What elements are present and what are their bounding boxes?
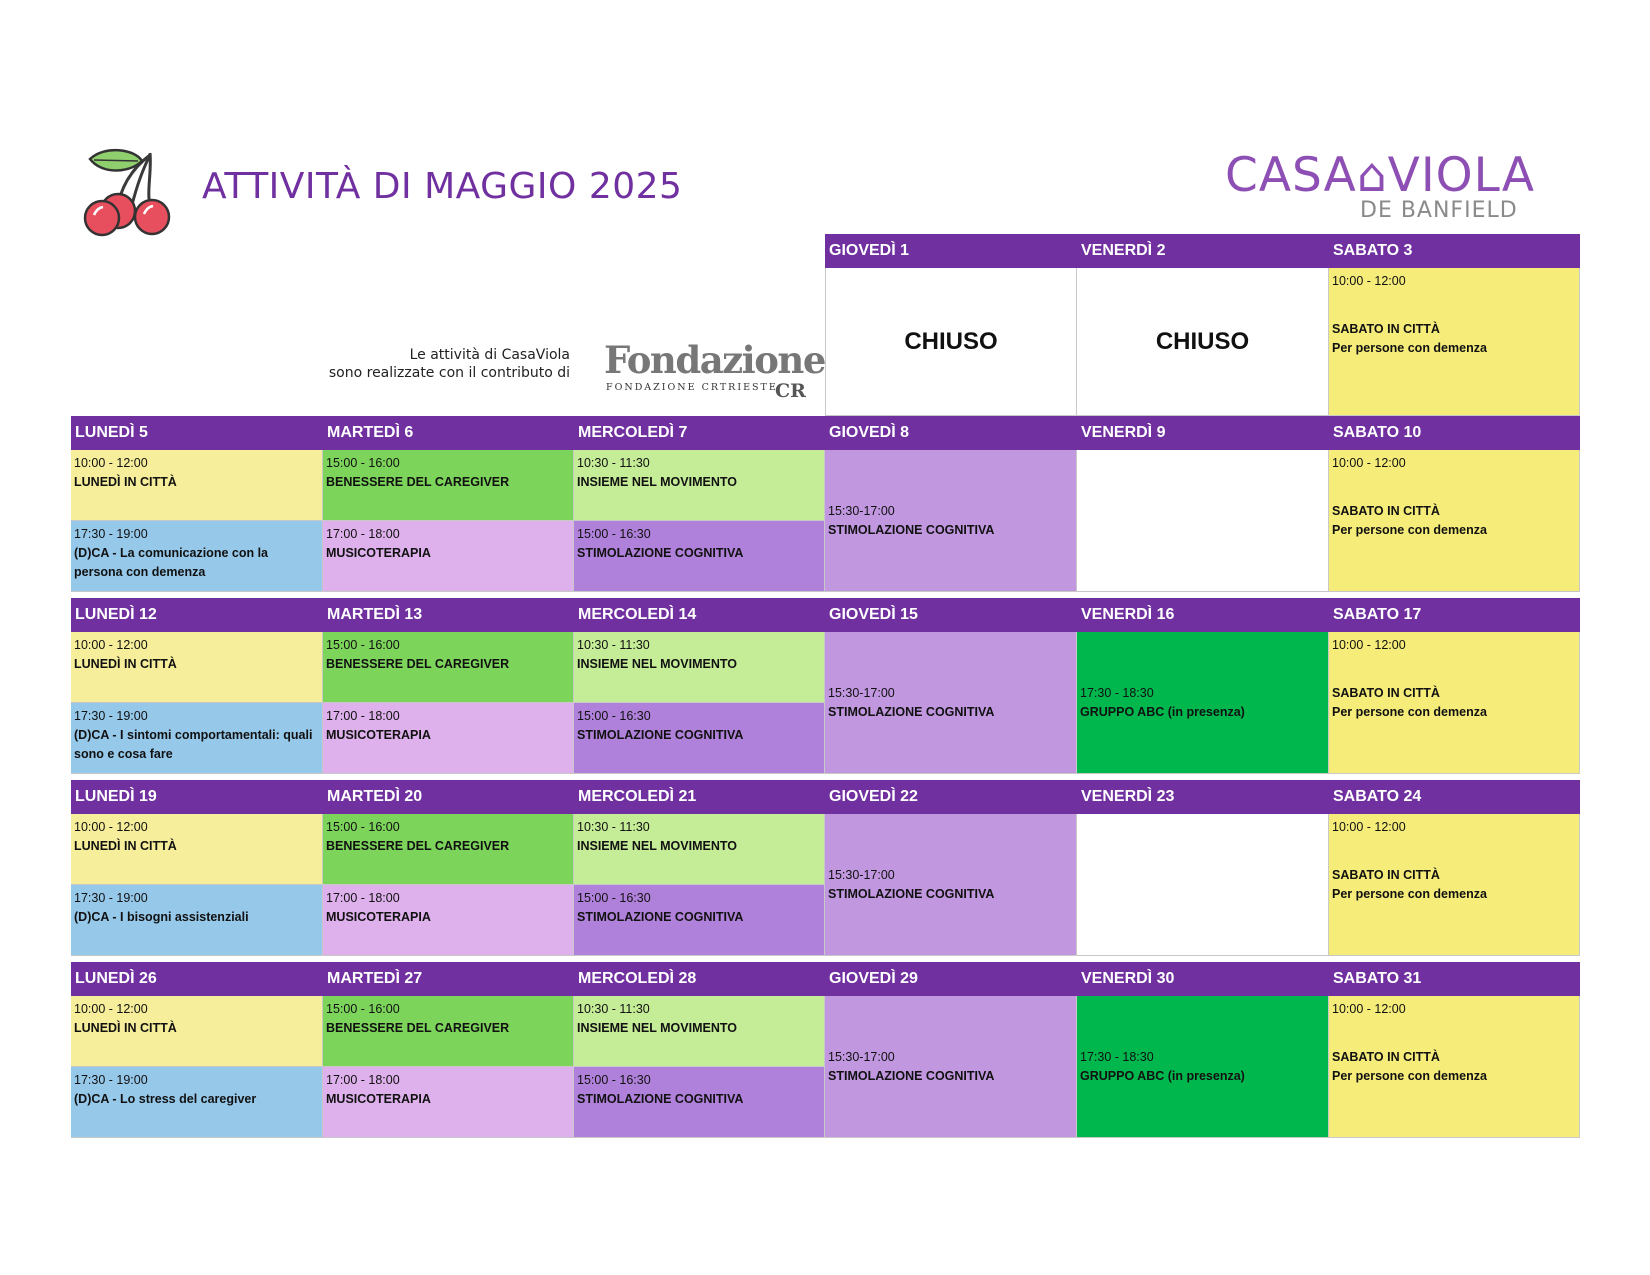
- activity-detail: Per persone con demenza: [1332, 887, 1487, 901]
- day-header: MARTEDÌ 13: [323, 598, 574, 632]
- activity-cell: [825, 632, 1077, 774]
- day-header: GIOVEDÌ 15: [825, 598, 1077, 632]
- activity-name: INSIEME NEL MOVIMENTO: [577, 1021, 737, 1035]
- activity-cell: [1077, 632, 1329, 774]
- credit-line-2: sono realizzate con il contributo di: [328, 365, 570, 381]
- day-header: LUNEDÌ 19: [71, 780, 323, 814]
- activity-cell: [71, 450, 323, 521]
- activity-name: STIMOLAZIONE COGNITIVA: [577, 728, 744, 742]
- day-header: SABATO 10: [1329, 416, 1580, 450]
- activity-time: 15:30-17:00: [828, 503, 895, 518]
- activity-name: SABATO IN CITTÀ: [1332, 686, 1440, 700]
- activity-time: 10:00 - 12:00: [1332, 456, 1406, 470]
- fondazione-name: Fondazione: [604, 338, 825, 382]
- activity-cell: [71, 703, 323, 774]
- day-header: VENERDÌ 23: [1077, 780, 1329, 814]
- activity-time: 17:30 - 19:00: [74, 1073, 148, 1087]
- activity-name: STIMOLAZIONE COGNITIVA: [828, 886, 995, 901]
- activity-name: STIMOLAZIONE COGNITIVA: [577, 1092, 744, 1106]
- activity-time: 10:00 - 12:00: [1332, 820, 1406, 834]
- activity-cell: [71, 996, 323, 1067]
- day-header: MARTEDÌ 27: [323, 962, 574, 996]
- day-header: MERCOLEDÌ 21: [574, 780, 825, 814]
- activity-time: 10:30 - 11:30: [577, 456, 650, 470]
- activity-time: 10:00 - 12:00: [74, 820, 148, 834]
- day-header: GIOVEDÌ 29: [825, 962, 1077, 996]
- day-header: SABATO 17: [1329, 598, 1580, 632]
- activity-name: BENESSERE DEL CAREGIVER: [326, 657, 510, 671]
- activity-cell: [574, 521, 825, 592]
- fondazione-logo: [604, 338, 825, 408]
- activity-name: STIMOLAZIONE COGNITIVA: [828, 704, 995, 719]
- activity-time: 17:00 - 18:00: [326, 527, 400, 541]
- activity-name: BENESSERE DEL CAREGIVER: [326, 1021, 510, 1035]
- activity-name: SABATO IN CITTÀ: [1332, 504, 1440, 518]
- day-header: VENERDÌ 16: [1077, 598, 1329, 632]
- activity-time: 10:00 - 12:00: [1332, 1002, 1406, 1016]
- activity-name: MUSICOTERAPIA: [326, 728, 431, 742]
- activity-time: 17:30 - 19:00: [74, 709, 148, 723]
- activity-name: (D)CA - I sintomi comportamentali: quali sono e cosa fare: [74, 728, 313, 761]
- activity-time: 17:30 - 18:30: [1080, 1049, 1154, 1064]
- day-header: LUNEDÌ 5: [71, 416, 323, 450]
- activity-time: 10:30 - 11:30: [577, 638, 650, 652]
- fondazione-subtitle: FONDAZIONE CRTRIESTE: [606, 382, 778, 393]
- credit-line-1: Le attività di CasaViola: [409, 347, 570, 363]
- empty-cell: [1077, 814, 1329, 956]
- activity-time: 15:00 - 16:00: [326, 820, 400, 834]
- activity-cell: [574, 814, 825, 885]
- activity-name: STIMOLAZIONE COGNITIVA: [828, 1068, 995, 1083]
- day-header: GIOVEDÌ 1: [825, 234, 1077, 268]
- activity-name: (D)CA - Lo stress del caregiver: [74, 1092, 257, 1106]
- day-header: VENERDÌ 30: [1077, 962, 1329, 996]
- activity-name: MUSICOTERAPIA: [326, 1092, 431, 1106]
- day-header: SABATO 3: [1329, 234, 1580, 268]
- activity-cell: [574, 1067, 825, 1138]
- activity-time: 17:30 - 18:30: [1080, 685, 1154, 700]
- activity-name: BENESSERE DEL CAREGIVER: [326, 839, 510, 853]
- activity-name: MUSICOTERAPIA: [326, 546, 431, 560]
- activity-detail: Per persone con demenza: [1332, 523, 1487, 537]
- activity-cell: [71, 885, 323, 956]
- activity-cell: [1329, 996, 1580, 1138]
- activity-name: GRUPPO ABC (in presenza): [1080, 1068, 1245, 1083]
- activity-cell: [323, 450, 574, 521]
- activity-detail: Per persone con demenza: [1332, 705, 1487, 719]
- activity-time: 10:30 - 11:30: [577, 1002, 650, 1016]
- activity-time: 10:00 - 12:00: [74, 1002, 148, 1016]
- activity-name: INSIEME NEL MOVIMENTO: [577, 657, 737, 671]
- activity-name: SABATO IN CITTÀ: [1332, 1050, 1440, 1064]
- activity-name: GRUPPO ABC (in presenza): [1080, 704, 1245, 719]
- logo-main-text: CASA⌂VIOLA: [1225, 148, 1536, 203]
- activity-time: 10:00 - 12:00: [1332, 274, 1406, 288]
- activity-cell: [825, 450, 1077, 592]
- activity-cell: [323, 703, 574, 774]
- activity-name: LUNEDÌ IN CITTÀ: [74, 839, 177, 853]
- activity-cell: [1329, 268, 1580, 416]
- day-header: MERCOLEDÌ 7: [574, 416, 825, 450]
- activity-cell: [1329, 450, 1580, 592]
- activity-name: INSIEME NEL MOVIMENTO: [577, 839, 737, 853]
- activity-time: 15:00 - 16:30: [577, 527, 651, 541]
- activity-time: 17:00 - 18:00: [326, 709, 400, 723]
- activity-cell: [574, 885, 825, 956]
- activity-time: 17:30 - 19:00: [74, 891, 148, 905]
- activity-name: STIMOLAZIONE COGNITIVA: [577, 546, 744, 560]
- logo-sub-text: DE BANFIELD: [1360, 198, 1518, 223]
- day-header: VENERDÌ 2: [1077, 234, 1329, 268]
- activity-time: 15:00 - 16:30: [577, 891, 651, 905]
- activity-time: 15:00 - 16:30: [577, 709, 651, 723]
- activity-cell: [574, 703, 825, 774]
- activity-time: 15:00 - 16:00: [326, 1002, 400, 1016]
- activity-name: MUSICOTERAPIA: [326, 910, 431, 924]
- activity-time: 10:00 - 12:00: [1332, 638, 1406, 652]
- activity-cell: [323, 814, 574, 885]
- activity-cell: [71, 1067, 323, 1138]
- activity-time: 10:00 - 12:00: [74, 456, 148, 470]
- activity-name: SABATO IN CITTÀ: [1332, 868, 1440, 882]
- activity-time: 15:30-17:00: [828, 685, 895, 700]
- day-header: LUNEDÌ 26: [71, 962, 323, 996]
- activity-cell: [71, 632, 323, 703]
- activity-cell: [71, 521, 323, 592]
- activity-cell: [1329, 632, 1580, 774]
- activity-name: LUNEDÌ IN CITTÀ: [74, 1021, 177, 1035]
- activity-name: SABATO IN CITTÀ: [1332, 322, 1440, 336]
- cherry-icon: [80, 145, 180, 241]
- activity-name: LUNEDÌ IN CITTÀ: [74, 657, 177, 671]
- activity-cell: [323, 632, 574, 703]
- activity-name: INSIEME NEL MOVIMENTO: [577, 475, 737, 489]
- activity-cell: [323, 996, 574, 1067]
- day-header: SABATO 31: [1329, 962, 1580, 996]
- page-title: ATTIVITÀ DI MAGGIO 2025: [202, 166, 683, 207]
- activity-name: BENESSERE DEL CAREGIVER: [326, 475, 510, 489]
- activity-name: LUNEDÌ IN CITTÀ: [74, 475, 177, 489]
- day-header: LUNEDÌ 12: [71, 598, 323, 632]
- closed-cell: CHIUSO: [825, 268, 1077, 416]
- activity-cell: [574, 632, 825, 703]
- day-header: MARTEDÌ 20: [323, 780, 574, 814]
- sponsor-credit: [300, 346, 570, 382]
- activity-cell: [825, 814, 1077, 956]
- activity-name: (D)CA - I bisogni assistenziali: [74, 910, 249, 924]
- day-header: MARTEDÌ 6: [323, 416, 574, 450]
- activity-name: STIMOLAZIONE COGNITIVA: [828, 522, 995, 537]
- fondazione-mark: CR: [775, 380, 806, 402]
- activity-time: 10:00 - 12:00: [74, 638, 148, 652]
- day-header: MERCOLEDÌ 28: [574, 962, 825, 996]
- activity-cell: [574, 996, 825, 1067]
- activity-cell: [574, 450, 825, 521]
- activity-cell: [323, 521, 574, 592]
- activity-cell: [1329, 814, 1580, 956]
- activity-name: STIMOLAZIONE COGNITIVA: [577, 910, 744, 924]
- activity-time: 10:30 - 11:30: [577, 820, 650, 834]
- day-header: VENERDÌ 9: [1077, 416, 1329, 450]
- activity-cell: [825, 996, 1077, 1138]
- activity-detail: Per persone con demenza: [1332, 341, 1487, 355]
- casaviola-logo: [1225, 148, 1550, 223]
- day-header: SABATO 24: [1329, 780, 1580, 814]
- day-header: GIOVEDÌ 8: [825, 416, 1077, 450]
- activity-time: 17:30 - 19:00: [74, 527, 148, 541]
- activity-name: (D)CA - La comunicazione con la persona con demenza: [74, 546, 269, 579]
- day-header: MERCOLEDÌ 14: [574, 598, 825, 632]
- activity-time: 15:00 - 16:00: [326, 456, 400, 470]
- activity-cell: [1077, 996, 1329, 1138]
- day-header: GIOVEDÌ 22: [825, 780, 1077, 814]
- activity-time: 15:00 - 16:00: [326, 638, 400, 652]
- activity-cell: [71, 814, 323, 885]
- activity-cell: [323, 1067, 574, 1138]
- closed-cell: CHIUSO: [1077, 268, 1329, 416]
- activity-cell: [323, 885, 574, 956]
- activity-time: 15:30-17:00: [828, 1049, 895, 1064]
- activity-time: 17:00 - 18:00: [326, 1073, 400, 1087]
- activity-time: 15:30-17:00: [828, 867, 895, 882]
- activity-time: 15:00 - 16:30: [577, 1073, 651, 1087]
- activity-detail: Per persone con demenza: [1332, 1069, 1487, 1083]
- empty-cell: [1077, 450, 1329, 592]
- activity-time: 17:00 - 18:00: [326, 891, 400, 905]
